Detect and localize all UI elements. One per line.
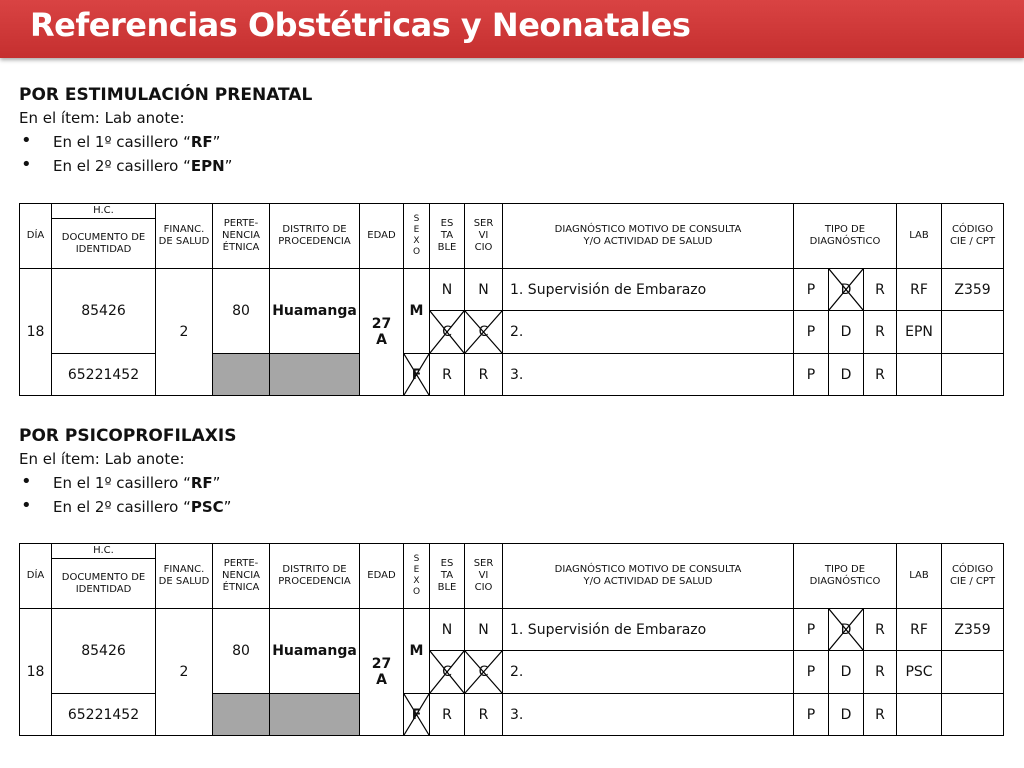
header-servicio-part: VI <box>478 570 489 581</box>
header-estable-part: BLE <box>437 242 457 253</box>
cell-edad <box>360 609 404 736</box>
cell-diagnostico: 3. <box>503 694 794 736</box>
header-hc: H.C. <box>52 204 156 219</box>
cell-diagnostico: 1. Supervisión de Embarazo <box>503 609 794 651</box>
cell-tipo-d <box>829 311 864 354</box>
bullet-suffix: ” <box>223 498 232 516</box>
section-heading: POR ESTIMULACIÓN PRENATAL <box>19 85 313 105</box>
header-codigo <box>942 544 1004 609</box>
cell-tipo-r: R <box>864 609 897 651</box>
cell-tipo-p: P <box>794 311 829 354</box>
cell-tipo-r: R <box>864 694 897 736</box>
header-diagnostico <box>503 544 794 609</box>
cell-tipo-r: R <box>864 354 897 396</box>
header-tipo-line: TIPO DE <box>824 224 866 235</box>
cell-lab <box>897 694 942 736</box>
cell-codigo <box>942 651 1004 694</box>
header-establecimiento <box>430 204 465 269</box>
header-sexo-letter: X <box>413 576 420 586</box>
cell-diagnostico: 3. <box>503 354 794 396</box>
header-establecimiento <box>430 544 465 609</box>
header-sexo-letter: O <box>412 247 421 257</box>
bullet-item <box>19 130 1009 154</box>
register-table <box>19 543 1004 736</box>
cell-codigo <box>942 311 1004 354</box>
header-estable-part: TA <box>440 230 454 241</box>
cell-servicio-value: C <box>478 664 489 680</box>
cell-tipo-p: P <box>794 609 829 651</box>
tipo-d-value: D <box>840 621 852 638</box>
register-table <box>19 203 1004 396</box>
header-codigo <box>942 204 1004 269</box>
sexo-f-label: F <box>411 706 422 723</box>
cell-establecimiento <box>430 651 465 694</box>
cell-lab: RF <box>897 269 942 311</box>
bullet-prefix: En el 2º casillero “ <box>53 498 191 516</box>
sexo-f-label: F <box>411 366 422 383</box>
header-lab: LAB <box>897 204 942 269</box>
cell-servicio <box>465 694 503 736</box>
header-pertenencia: PERTE- NENCIA ÉTNICA <box>213 204 270 269</box>
cell-establecimiento-value: N <box>441 281 453 298</box>
bullet-suffix: ” <box>212 474 221 492</box>
cell-distrito-empty <box>270 354 360 396</box>
cell-servicio-value: R <box>478 706 489 723</box>
cell-lab: RF <box>897 609 942 651</box>
header-servicio-part: CIO <box>474 242 493 253</box>
header-servicio-part: SER <box>473 558 494 569</box>
cell-dia: 18 <box>20 609 52 736</box>
header-sexo <box>404 204 430 269</box>
header-distrito: DISTRITO DE PROCEDENCIA <box>270 204 360 269</box>
bullet-code: RF <box>190 133 213 151</box>
header-servicio-part: SER <box>473 218 494 229</box>
header-pertenencia: PERTE- NENCIA ÉTNICA <box>213 544 270 609</box>
header-diagnostico <box>503 204 794 269</box>
cell-establecimiento-value: N <box>441 621 453 638</box>
cell-lab: PSC <box>897 651 942 694</box>
cell-tipo-d <box>829 694 864 736</box>
header-diag-line: DIAGNÓSTICO MOTIVO DE CONSULTA <box>554 564 742 575</box>
bullet-code: RF <box>190 474 213 492</box>
cell-establecimiento <box>430 269 465 311</box>
cell-codigo: Z359 <box>942 269 1004 311</box>
cell-lab: EPN <box>897 311 942 354</box>
header-codigo-line: CIE / CPT <box>949 236 996 247</box>
cell-sexo-m: M <box>404 609 430 694</box>
header-tipo-line: DIAGNÓSTICO <box>809 236 881 247</box>
cell-financ: 2 <box>156 269 213 396</box>
header-estable-part: ES <box>440 558 454 569</box>
cell-documento: 65221452 <box>52 694 156 736</box>
cell-edad-part: 27 <box>371 316 392 332</box>
cell-hc: 85426 <box>52 609 156 694</box>
tipo-d-value: D <box>840 281 852 298</box>
header-financ: FINANC. DE SALUD <box>156 544 213 609</box>
bullet-prefix: En el 2º casillero “ <box>53 157 191 175</box>
cell-codigo: Z359 <box>942 609 1004 651</box>
header-estable-part: TA <box>440 570 454 581</box>
header-dia: DÍA <box>20 544 52 609</box>
cell-servicio-value: N <box>478 621 489 638</box>
header-tipo-line: DIAGNÓSTICO <box>809 576 881 587</box>
header-estable-part: ES <box>440 218 454 229</box>
cell-servicio-value: N <box>478 281 489 298</box>
header-codigo-line: CÓDIGO <box>951 224 994 235</box>
cell-servicio <box>465 311 503 354</box>
cell-establecimiento-value: R <box>442 366 452 383</box>
header-sexo-letter: E <box>413 565 420 575</box>
cell-pertenencia: 80 <box>213 269 270 354</box>
header-dia: DÍA <box>20 204 52 269</box>
cell-tipo-r: R <box>864 311 897 354</box>
cell-servicio <box>465 354 503 396</box>
cell-edad-part: A <box>376 332 387 348</box>
cell-tipo-d <box>829 354 864 396</box>
cell-diagnostico: 2. <box>503 651 794 694</box>
cell-servicio <box>465 269 503 311</box>
cell-tipo-d <box>829 609 864 651</box>
bullet-code: PSC <box>190 498 224 516</box>
cell-tipo-p: P <box>794 651 829 694</box>
tipo-d-value: D <box>840 664 852 680</box>
cell-establecimiento-value: R <box>442 706 452 723</box>
title-bar <box>0 0 1024 58</box>
header-diag-line: Y/O ACTIVIDAD DE SALUD <box>583 236 713 247</box>
cell-hc: 85426 <box>52 269 156 354</box>
header-documento: DOCUMENTO DE IDENTIDAD <box>52 219 156 269</box>
cell-establecimiento <box>430 311 465 354</box>
bullet-code: EPN <box>190 157 225 175</box>
cell-codigo <box>942 354 1004 396</box>
cell-tipo-p: P <box>794 354 829 396</box>
header-sexo-letter: X <box>413 236 420 246</box>
cell-edad-part: A <box>376 672 387 688</box>
header-sexo-letter: S <box>413 554 420 564</box>
cell-diagnostico: 2. <box>503 311 794 354</box>
cell-establecimiento <box>430 694 465 736</box>
cell-establecimiento-value: C <box>442 324 452 340</box>
cell-tipo-r: R <box>864 269 897 311</box>
cell-servicio <box>465 609 503 651</box>
header-tipo-diagnostico <box>794 544 897 609</box>
header-servicio-part: CIO <box>474 582 493 593</box>
cell-pertenencia-empty <box>213 354 270 396</box>
cell-pertenencia-empty <box>213 694 270 736</box>
cell-distrito: Huamanga <box>270 269 360 354</box>
bullet-item <box>19 471 1009 495</box>
header-diag-line: DIAGNÓSTICO MOTIVO DE CONSULTA <box>554 224 742 235</box>
cell-servicio <box>465 651 503 694</box>
header-sexo <box>404 544 430 609</box>
section-intro: En el ítem: Lab anote: <box>19 109 185 127</box>
header-sexo-letter: S <box>413 214 420 224</box>
bullet-suffix: ” <box>212 133 221 151</box>
bullet-item <box>19 495 1009 519</box>
header-servicio <box>465 544 503 609</box>
cell-servicio-value: R <box>478 366 489 383</box>
cell-pertenencia: 80 <box>213 609 270 694</box>
header-tipo-diagnostico <box>794 204 897 269</box>
cell-dia: 18 <box>20 269 52 396</box>
header-lab: LAB <box>897 544 942 609</box>
cell-tipo-p: P <box>794 694 829 736</box>
header-servicio-part: VI <box>478 230 489 241</box>
cell-tipo-d <box>829 269 864 311</box>
cell-tipo-p: P <box>794 269 829 311</box>
bullet-prefix: En el 1º casillero “ <box>53 474 191 492</box>
cell-tipo-r: R <box>864 651 897 694</box>
cell-codigo <box>942 694 1004 736</box>
cell-sexo-f <box>404 694 430 736</box>
header-hc: H.C. <box>52 544 156 559</box>
cell-financ: 2 <box>156 609 213 736</box>
header-estable-part: BLE <box>437 582 457 593</box>
section-heading: POR PSICOPROFILAXIS <box>19 426 237 446</box>
header-tipo-line: TIPO DE <box>824 564 866 575</box>
cell-distrito-empty <box>270 694 360 736</box>
header-documento: DOCUMENTO DE IDENTIDAD <box>52 559 156 609</box>
page-title: Referencias Obstétricas y Neonatales <box>30 6 691 44</box>
section-intro: En el ítem: Lab anote: <box>19 450 185 468</box>
header-edad: EDAD <box>360 544 404 609</box>
header-sexo-letter: O <box>412 587 421 597</box>
cell-edad-part: 27 <box>371 656 392 672</box>
header-edad: EDAD <box>360 204 404 269</box>
header-distrito: DISTRITO DE PROCEDENCIA <box>270 544 360 609</box>
tipo-d-value: D <box>840 366 852 383</box>
bullet-prefix: En el 1º casillero “ <box>53 133 191 151</box>
cell-tipo-d <box>829 651 864 694</box>
cell-diagnostico: 1. Supervisión de Embarazo <box>503 269 794 311</box>
cell-establecimiento-value: C <box>442 664 452 680</box>
cell-sexo-m: M <box>404 269 430 354</box>
bullet-item <box>19 154 1009 178</box>
header-codigo-line: CÓDIGO <box>951 564 994 575</box>
header-diag-line: Y/O ACTIVIDAD DE SALUD <box>583 576 713 587</box>
header-financ: FINANC. DE SALUD <box>156 204 213 269</box>
bullet-suffix: ” <box>224 157 233 175</box>
cell-documento: 65221452 <box>52 354 156 396</box>
cell-establecimiento <box>430 609 465 651</box>
tipo-d-value: D <box>840 706 852 723</box>
cell-establecimiento <box>430 354 465 396</box>
header-sexo-letter: E <box>413 225 420 235</box>
cell-edad <box>360 269 404 396</box>
header-servicio <box>465 204 503 269</box>
header-codigo-line: CIE / CPT <box>949 576 996 587</box>
tipo-d-value: D <box>840 324 852 340</box>
cell-distrito: Huamanga <box>270 609 360 694</box>
cell-lab <box>897 354 942 396</box>
cell-sexo-f <box>404 354 430 396</box>
cell-servicio-value: C <box>478 324 489 340</box>
